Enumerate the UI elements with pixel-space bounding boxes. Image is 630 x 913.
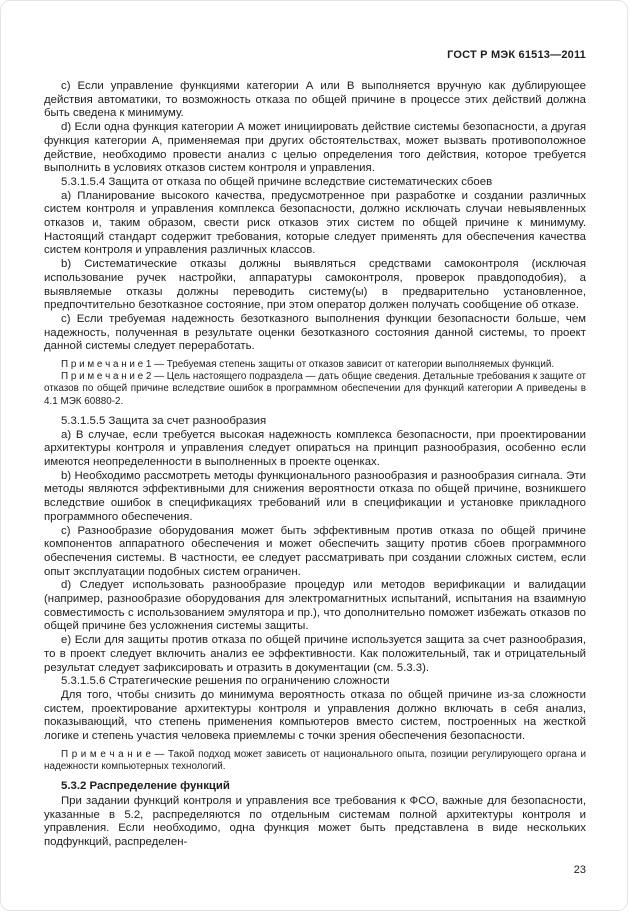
body-paragraph: c) Если управление функциями категории А или В выполняется вручную как дублирующее действия автоматики, то возможность отказа по общей причине в процессе этих действий должна быть сведена к минимуму.: [44, 80, 586, 120]
document-body: [44, 80, 586, 850]
section-heading: 5.3.2 Распределение функций: [61, 780, 230, 793]
body-paragraph: a) Планирование высокого качества, предусмотренное при разработке и создании различных систем контроля и управления комплекса безопасности, должно исключать случаи невыявленных отказов и, таким образом, свести риск отказов этих систем по общей причине к минимуму. Настоящий стандарт содержит требования, которые следует применять для обеспечения качества систем контроля и управления различных классов.: [44, 189, 586, 257]
body-paragraph: b) Необходимо рассмотреть методы функционального разнообразия и разнообразия сигнала. Эти методы являются эффективными для снижения вероятности отказа по общей причине, возникшего вследствие ошибок в спецификациях требований или в спецификации и установке прикладного программного обеспечения.: [44, 469, 586, 523]
body-paragraph: e) Если для защиты против отказа по общей причине используется защита за счет разнообразия, то в проект следует включить анализ ее эффективности. Как положительный, так и отрицательный результат следует зафиксировать и отразить в документации (см. 5.3.3).: [44, 634, 586, 674]
body-paragraph: c) Разнообразие оборудования может быть эффективным против отказа по общей причине компонентов аппаратного обеспечения и может обеспечить защиту против сбоев программного обеспечения системы. В частности, ее следует рассматривать при создании сложных систем, если опыт эксплуатации подобных систем ограничен.: [44, 524, 586, 578]
section-heading: 5.3.1.5.6 Стратегические решения по ограничению сложности: [61, 675, 390, 688]
section-heading: 5.3.1.5.4 Защита от отказа по общей причине вследствие систематических сбоев: [61, 175, 493, 188]
note-paragraph: П р и м е ч а н и е 2 — Цель настоящего подраздела — дать общие сведения. Детальные требования к защите от отказов по общей причине вследствие ошибок в программном обеспечении для функций категории А приведены в 4.1 МЭК 60880-2.: [44, 371, 586, 407]
body-paragraph: Для того, чтобы снизить до минимума вероятность отказа по общей причине из-за сложности систем, проектирование архитектуры контроля и управления должно включать в себя анализ, показывающий, что степень применения компьютеров вместо систем, построенных на жесткой логике и степень участия человека приемлемы с точки зрения обеспечения безопасности.: [44, 688, 586, 743]
body-paragraph: b) Систематические отказы должны выявляться средствами самоконтроля (исключая использование ручек настройки, аппаратуры самоконтроля, проверок правдоподобия), а выявляемые отказы должны переводить систему(ы) в предварительно установленное, предпочтительно безотказное состояние, при этом оператор должен получать сообщение об отказе.: [44, 258, 586, 312]
body-paragraph: При задании функций контроля и управления все требования к ФСО, важные для безопасности, указанные в 5.2, распределяются по отдельным системам полной архитектуры контроля и управления. Если необходимо, одна функция может быть представлена в виде нескольких подфункций, распределен-: [44, 794, 586, 848]
note-paragraph: П р и м е ч а н и е 1 — Требуемая степень защиты от отказов зависит от категории выполняемых функций.: [61, 359, 555, 371]
note-paragraph: П р и м е ч а н и е — Такой подход может зависеть от национального опыта, позиции регулирующего органа и надежности компьютерных технологий.: [44, 748, 586, 772]
section-heading: 5.3.1.5.5 Защита за счет разнообразия: [61, 414, 267, 427]
body-paragraph: d) Если одна функция категории А может инициировать действие системы безопасности, а другая функция категории А, применяемая при других обстоятельствах, может вызвать противоположное действие, необходимо провести анализ с целью определения того действия, которое требуется выполнить в условиях отказов систем контроля и управления.: [44, 121, 586, 175]
body-paragraph: d) Следует использовать разнообразие процедур или методов верификации и валидации (например, разнообразие оборудования для электромагнитных испытаний, испытания на взаимную совместимость с использованием эмулятора и пр.), что дополнительно поможет избежать отказов по общей причине без усложнения системы защиты.: [44, 579, 586, 633]
page-number: 23: [573, 864, 586, 876]
running-header: ГОСТ Р МЭК 61513—2011: [447, 49, 586, 61]
body-paragraph: c) Если требуемая надежность безотказного выполнения функции безопасности больше, чем надежность, полученная в результате оценки безотказного состояния данной системы, то проект данной системы следует переработать.: [44, 312, 586, 353]
body-paragraph: a) В случае, если требуется высокая надежность комплекса безопасности, при проектировании архитектуры контроля и управления следует опираться на принцип разнообразия, особенно если имеются неопределенности в выполненных в проекте оценках.: [44, 428, 586, 468]
